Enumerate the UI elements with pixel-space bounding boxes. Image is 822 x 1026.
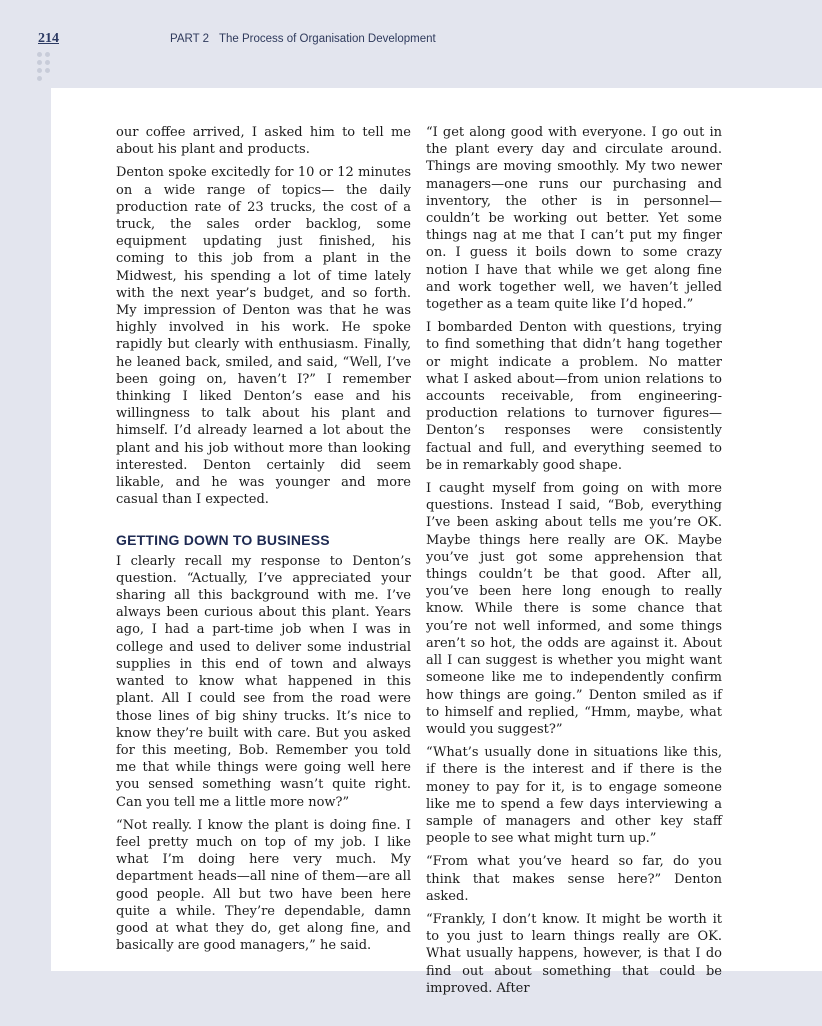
paragraph: “I get along good with everyone. I go out in the plant every day and circulate around. Things are moving smoothly. My two newer managers—one runs our purchasing and inventory, the other is in personnel—couldn’t be working out better. Yet some things nag at me that I can’t put my finger on. I guess it boils down to some crazy notion I have that while we get along fine and work together well, we haven’t jelled together as a team quite like I’d hoped.” xyxy=(426,125,722,313)
section-heading: GETTING DOWN TO BUSINESS xyxy=(116,532,330,549)
paragraph: I caught myself from going on with more questions. Instead I said, “Bob, everything I’ve been asking about tells me you’re OK. Maybe things here really are OK. Maybe you’ve just got some apprehension that things couldn’t be that good. After all, you’ve been here long enough to really know. While there is some chance that you’re not well informed, and some things aren’t so hot, the odds are against it. About all I can suggest is whether you might want someone like me to independently confirm how things are going.” Denton smiled as if to himself and replied, “Hmm, maybe, what would you suggest?” xyxy=(426,481,722,737)
paragraph: “From what you’ve heard so far, do you think that makes sense here?” Denton asked. xyxy=(426,854,722,904)
paragraph: our coffee arrived, I asked him to tell me about his plant and products. xyxy=(116,125,411,158)
paragraph: “What’s usually done in situations like this, if there is the interest and if there is the money to pay for it, is to engage someone like me to spend a few days interviewing a sample of managers and other key staff people to see what might turn up.” xyxy=(426,745,722,847)
left-column xyxy=(116,124,411,960)
paragraph: “Not really. I know the plant is doing fine. I feel pretty much on top of my job. I like what I’m doing here very much. My department heads—all nine of them—are all good people. All but two have been here quite a while. They’re dependable, damn good at what they do, get along fine, and basically are good managers,” he said. xyxy=(116,817,411,954)
paragraph: I clearly recall my response to Denton’s question. “Actually, I’ve appreciated your sharing all this background with me. I’ve always been curious about this plant. Years ago, I had a part-time job when I was in college and used to deliver some industrial supplies in this end of town and always wanted to know what happened in this plant. All I could see from the road were those lines of big shiny trucks. It’s nice to know they’re built with care. But you asked for this meeting, Bob. Remember you told me that while things were going well here you sensed something wasn’t quite right. Can you tell me a little more now?” xyxy=(116,553,411,810)
chapter-title: The Process of Organisation Development xyxy=(219,33,436,45)
right-column xyxy=(426,124,722,1003)
paragraph: Denton spoke excitedly for 10 or 12 minutes on a wide range of topics— the daily production rate of 23 trucks, the cost of a truck, the sales order backlog, some equipment updating just finished, his coming to this job from a plant in the Midwest, his spending a lot of time lately with the next year’s budget, and so forth. My impression of Denton was that he was highly involved in his work. He spoke rapidly but clearly with enthusiasm. Finally, he leaned back, smiled, and said, “Well, I’ve been going on, haven’t I?” I remember thinking I liked Denton’s ease and his willingness to talk about his plant and himself. I’d already learned a lot about the plant and his job without more than looking interested. Denton certainly did seem likable, and he was younger and more casual than I expected. xyxy=(116,165,411,508)
part-label: PART 2 xyxy=(170,33,209,45)
decorative-dots xyxy=(37,52,57,84)
running-head xyxy=(170,33,436,45)
paragraph: I bombarded Denton with questions, trying to find something that didn’t hang together or might indicate a problem. No matter what I asked about—from union relations to accounts receivable, from engineering-production relations to turnover figures—Denton’s responses were consistently factual and full, and everything seemed to be in remarkably good shape. xyxy=(426,320,722,473)
page-number: 214 xyxy=(38,31,59,46)
paragraph: “Frankly, I don’t know. It might be worth it to you just to learn things really are OK. What usually happens, however, is that I do find out about something that could be improved. After xyxy=(426,911,722,996)
